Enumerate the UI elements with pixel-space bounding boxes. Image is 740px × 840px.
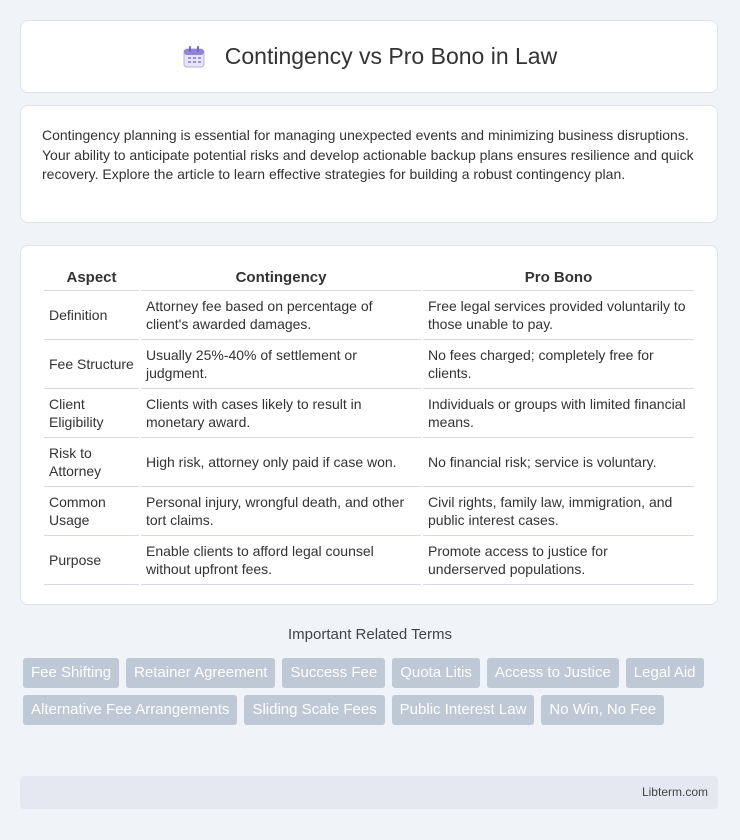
cell-aspect: Client Eligibility <box>44 389 139 438</box>
cell-contingency: Usually 25%-40% of settlement or judgment. <box>141 340 421 389</box>
cell-pro-bono: No fees charged; completely free for clients. <box>423 340 694 389</box>
footer <box>20 776 718 809</box>
table-row <box>44 536 694 585</box>
tag-alternative-fee-arrangements[interactable]: Alternative Fee Arrangements <box>23 695 237 725</box>
cell-contingency: Enable clients to afford legal counsel without upfront fees. <box>141 536 421 585</box>
related-terms-title: Important Related Terms <box>288 626 452 643</box>
table-row <box>44 340 694 389</box>
page-title: Contingency vs Pro Bono in Law <box>224 43 558 69</box>
cell-aspect: Fee Structure <box>44 340 139 389</box>
cell-pro-bono: Promote access to justice for underserved populations. <box>423 536 694 585</box>
tag-legal-aid[interactable]: Legal Aid <box>626 658 704 688</box>
cell-aspect: Purpose <box>44 536 139 585</box>
cell-contingency: High risk, attorney only paid if case won. <box>141 438 421 487</box>
cell-pro-bono: Civil rights, family law, immigration, and public interest cases. <box>423 487 694 536</box>
comparison-table <box>42 267 696 585</box>
table-row <box>44 389 694 438</box>
calendar-icon <box>181 44 207 70</box>
cell-pro-bono: No financial risk; service is voluntary. <box>423 438 694 487</box>
cell-aspect: Definition <box>44 291 139 340</box>
footer-site-link[interactable]: Libterm.com <box>641 785 708 799</box>
cell-contingency: Attorney fee based on percentage of client's awarded damages. <box>141 291 421 340</box>
tag-sliding-scale-fees[interactable]: Sliding Scale Fees <box>244 695 384 725</box>
header-contingency: Contingency <box>141 267 421 291</box>
tag-success-fee[interactable]: Success Fee <box>282 658 385 688</box>
intro-text: Contingency planning is essential for managing unexpected events and minimizing business disruptions. Your ability to anticipate potential risks and develop actionable backup plans ensures resilience and quick recovery. Explore the article to learn effective strategies for building a robust contingency plan. <box>42 127 694 182</box>
tag-no-win-no-fee[interactable]: No Win, No Fee <box>541 695 664 725</box>
cell-pro-bono: Individuals or groups with limited financial means. <box>423 389 694 438</box>
cell-pro-bono: Free legal services provided voluntarily to those unable to pay. <box>423 291 694 340</box>
header-aspect: Aspect <box>44 267 139 291</box>
related-terms-list <box>23 658 723 725</box>
comparison-card <box>20 245 718 605</box>
header-pro-bono: Pro Bono <box>423 267 694 291</box>
tag-access-to-justice[interactable]: Access to Justice <box>487 658 619 688</box>
table-row <box>44 438 694 487</box>
cell-contingency: Personal injury, wrongful death, and other tort claims. <box>141 487 421 536</box>
intro-card <box>20 105 718 223</box>
tag-public-interest-law[interactable]: Public Interest Law <box>392 695 535 725</box>
cell-contingency: Clients with cases likely to result in monetary award. <box>141 389 421 438</box>
title-card <box>20 20 718 93</box>
cell-aspect: Common Usage <box>44 487 139 536</box>
table-row <box>44 487 694 536</box>
tag-fee-shifting[interactable]: Fee Shifting <box>23 658 119 688</box>
cell-aspect: Risk to Attorney <box>44 438 139 487</box>
tag-quota-litis[interactable]: Quota Litis <box>392 658 480 688</box>
table-row <box>44 291 694 340</box>
tag-retainer-agreement[interactable]: Retainer Agreement <box>126 658 275 688</box>
table-header-row <box>44 267 694 291</box>
